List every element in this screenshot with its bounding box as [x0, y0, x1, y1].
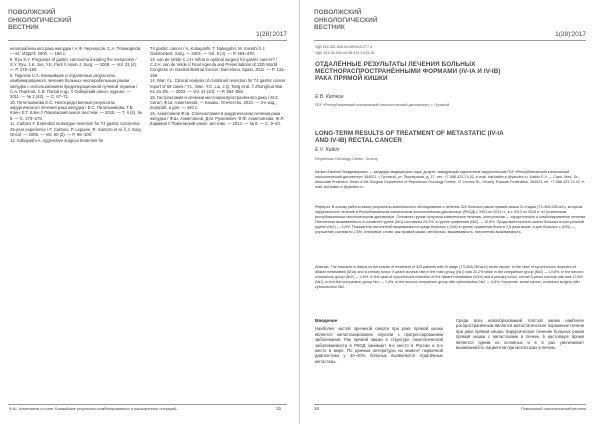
footer-divider: [8, 404, 287, 405]
intro-paragraph: Наиболее частой причиной смерти при раке прямой кишки является метастазирование опухоли с прогрессированием заболевания. Рак прямой кишки в структуре онкологической заболеваемости в РКОД занимает 6-е место в России и 5-е место в мире. По данным литературы на момент первичной диагностики у 20–40% больных выявляются отдалённые метастазы.: [315, 326, 443, 364]
udc-code: УДК 616.351-006.04-089:615.277.3: [315, 45, 373, 49]
article-title-ru: ОТДАЛЁННЫЕ РЕЗУЛЬТАТЫ ЛЕЧЕНИЯ БОЛЬНЫХ МЕСТНОРАСПРОСТРАНЁННЫМИ ФОРМАМИ (IV-IA И IV-IB) РАКА ПРЯМОЙ КИШКИ: [315, 61, 501, 83]
intro-paragraph: Среди всех новообразований толстой кишки наиболее распространённым является метастатическое поражение печени при раке прямой кишки. Хирургическое лечение больных раком прямой кишки с метастазами в печень в настоящее время является одним из основных и в 5 раз увеличивает выживаемость пациентов при метастазах в печень.: [456, 318, 584, 351]
affiliation-en: Republican Oncology Center, Grozny: [315, 157, 378, 161]
intro-column-1: [315, 318, 443, 364]
intro-heading: Введение: [315, 318, 338, 323]
affiliation-ru: ГБУ «Республиканский клинический онкологический диспансер», г. Грозный: [315, 103, 450, 107]
issue-number: 1(28)'2017: [256, 31, 287, 38]
page-number: 16: [314, 406, 320, 411]
journal-title-line2: ОНКОЛОГИЧЕСКИЙ: [8, 16, 72, 24]
page-footer: Ф.Ш. Ахметзянов и соавт. Ближайшие результаты комбинированных и расширенных операций...: [9, 407, 180, 411]
journal-header: [314, 9, 378, 32]
abstract-ru: Реферат. В основу работы взяли результаты комплексного обследования и лечения 325 больных раком прямой кишки IV стадии (T3-4N0-2M1a-b), которым хирургическое лечение в Республиканском клиническом онкологическом диспансере (РКОД) с 1991 по 2012 гг., в с 2013 по 2015 гг. в Грозненском республиканском онкологическом диспансере. Основная группа получала комплексное лечение, контрольная — хирургическое и комбинированное лечение. Пятилетняя выживаемость в основной группе (№1) составила 24,2%, в группе сравнения (№2) — 10,8%. Продолжительность жизни больных в контрольной группе (№2) — 4,8%. Показатели пятилетней выживаемости среди больных с (IVA) в группе сравнения были в 2,6 раза выше, а для больных с (IVB) — улучшение составило 2,6%. Ключевые слова: рак прямой кишки, метастазы, выживаемость, пятилетняя выживаемость.: [315, 205, 587, 234]
reference-item: 12. Kobayashi A. Aggressive surgical treatment for: [10, 137, 104, 143]
reference-item: 9. Пирогов С.А. Ближайшие и отдалённые результаты комбинированного лечения больных неоперабельным раком желудка с использованием предоперационной лучевой терапии / С.А. Пирогов, С.В. Попов и др. // Сибирский онкол. журнал. — 2011. — № 2 (42). — С. 67–71.: [10, 73, 138, 100]
issue-number: 1(28)'2017: [555, 31, 586, 38]
reference-item: 11. Carboni F. Extended multiorgan resection for T4 gastric carcinoma: 25-year experience / F. Carboni, P. Lepiane, R. Santoro et al. // J. Surg. Oncol. — 2005. — Vol. 90 (2). — P. 95–100.: [10, 121, 142, 137]
article-title-en: LONG-TERM RESULTS OF TREATMENT OF METASTATIC (IV-IA AND IV-IB) RECTAL CANCER: [315, 130, 504, 145]
page-footer: Поволжский онкологический вестник: [521, 407, 586, 411]
author-en: E.V. Katkin: [315, 147, 340, 153]
author-ru: Е.В. Каткин: [315, 94, 344, 100]
journal-title-line1: ПОВОЛЖСКИЙ: [8, 9, 56, 16]
page-number: 15: [276, 406, 282, 411]
header-divider: [8, 40, 287, 41]
reference-item: 16. Ахметзянов Ф.Ш. Спленэктомия в хирургическом лечении рака желудка / Ф.Ш. Ахметзянов, Д.М. Рухилевич, Ф.Ф. Ахметзянова, Ж.Р. Каримов // Поволжский онкол. вестник. — 2014. — № 6. — С. 9–20.: [150, 110, 284, 127]
intro-column-2: [456, 318, 584, 350]
reference-item: 13. van de Velde C.J.H. What is optimal surgery for gastric cancer? / C.J.H. van de Velde // Final Agenda and Presentations of 13th World Congress on Gastrointestinal Cancer; Barcelona, Spain, 2011. — P. 131–169.: [150, 56, 286, 78]
reference-item: 10. Петельникова Е.С. Непосредственные результаты хирургического лечения рака желудка / Е.С. Петельникова, Т.В. Клен, Е.Г. Клен // Поволжский онкол. вестник. — 2015. — Т. 4 (4). № 5. — С. 273–278.: [10, 99, 142, 121]
header-divider: [314, 40, 586, 41]
reference-item: 15. Гастрэктомия в лечении местнораспространённого рака / М.З. Сигал, Ф.Ш. Ахметзянов. — Казань: Отечество, 2010. — 3-е изд., перераб. и доп. — 440 с.: [150, 94, 279, 111]
footer-divider: [314, 404, 586, 405]
reference-item: неоперабельного рака желудка / А.Ф. Черноусов, С.А. Поликарпов. — М.: ИЗДАТ, 2000. — 160 с.: [10, 46, 142, 57]
reference-item: 14. Wan Y.L. Clinical analysis of combined resection for T4 gastric cancer report of 69 cases / Y.L. Wan, Y.C. Liu, J.Q. Tang et al. // Zhonghua Wai Ke Za Zhi. — 2003. — Vol. 41 (10). — P. 554–556.: [150, 78, 286, 94]
journal-title-line2: ОНКОЛОГИЧЕСКИЙ: [314, 16, 378, 24]
journal-title-line1: ПОВОЛЖСКИЙ: [314, 9, 362, 16]
references-column-2: [150, 46, 286, 127]
doi-code: УДК: 616.35-006.04-08-033.2:615.28: [315, 51, 375, 55]
journal-header: [8, 9, 72, 32]
right-page: [300, 0, 600, 424]
abstract-en: Abstract. The research is based on the results of treatment of 325 patients with IV stage (T3-4N0-2M1a-b) rectal cancer. In the case of synchronous resection of distant metastases (M1a) and a primary tumor, 5-years survival rate in the main group (№1) was 24,2% while in the comparison group (№2) — 10,8%. In the second comparison group (№2) — 4,8%. In the case of synchronous resection of the distant metastases (M1b) and a primary tumor, overall 5-years survival rate was 13,6% (№1), in the first comparison group №1 — 7,4%, in the second comparison group with cytoreduction №2 — 4,8%. Keywords: rectal cancer, combined surgery with cytoreduction №2.: [315, 265, 584, 289]
author-contacts: Каткин Евгений Владимирович — кандидат медицинских наук, доцент, заведующий отделением хирургическим ГБУ «Республиканский клинический онкологический диспансер» 364021, г. Грозный, ул. Пионерская, д. 37, тел. +7-988-423-74-02, e-mail: kat.katkin.e.@yandex.ru. Katkin E.V. — Cand. Med. Sc., Associate Professor, Head of the Surgical Department of Republican Oncology Center, 37 Leonov St., Grozny, Russian Federation, 364021, tel. +7-988-423-74-02, e-mail: kat.katkin.e.@yandex.ru: [315, 170, 586, 189]
journal-title-line3: ВЕСТНИК: [8, 24, 39, 31]
references-column-1: [10, 46, 142, 143]
journal-title-line3: ВЕСТНИК: [314, 24, 345, 31]
reference-item: T4 gastric cancer / A. Kobayashi, T. Nakagohri, M. Konishi // J. Gastrointest. Surg. — 2004. — Vol. 8 (4). — P. 464–470.: [150, 46, 266, 57]
reference-item: 8. Ryu S.Y. Prognosis of gastric carcinoma invading the mesocolon / S.Y. Ryu, J.K. Joo, Y.K. Park // Asian J. Surg. — 2008. — Vol. 31 (4). — P. 175–184.: [10, 56, 138, 73]
